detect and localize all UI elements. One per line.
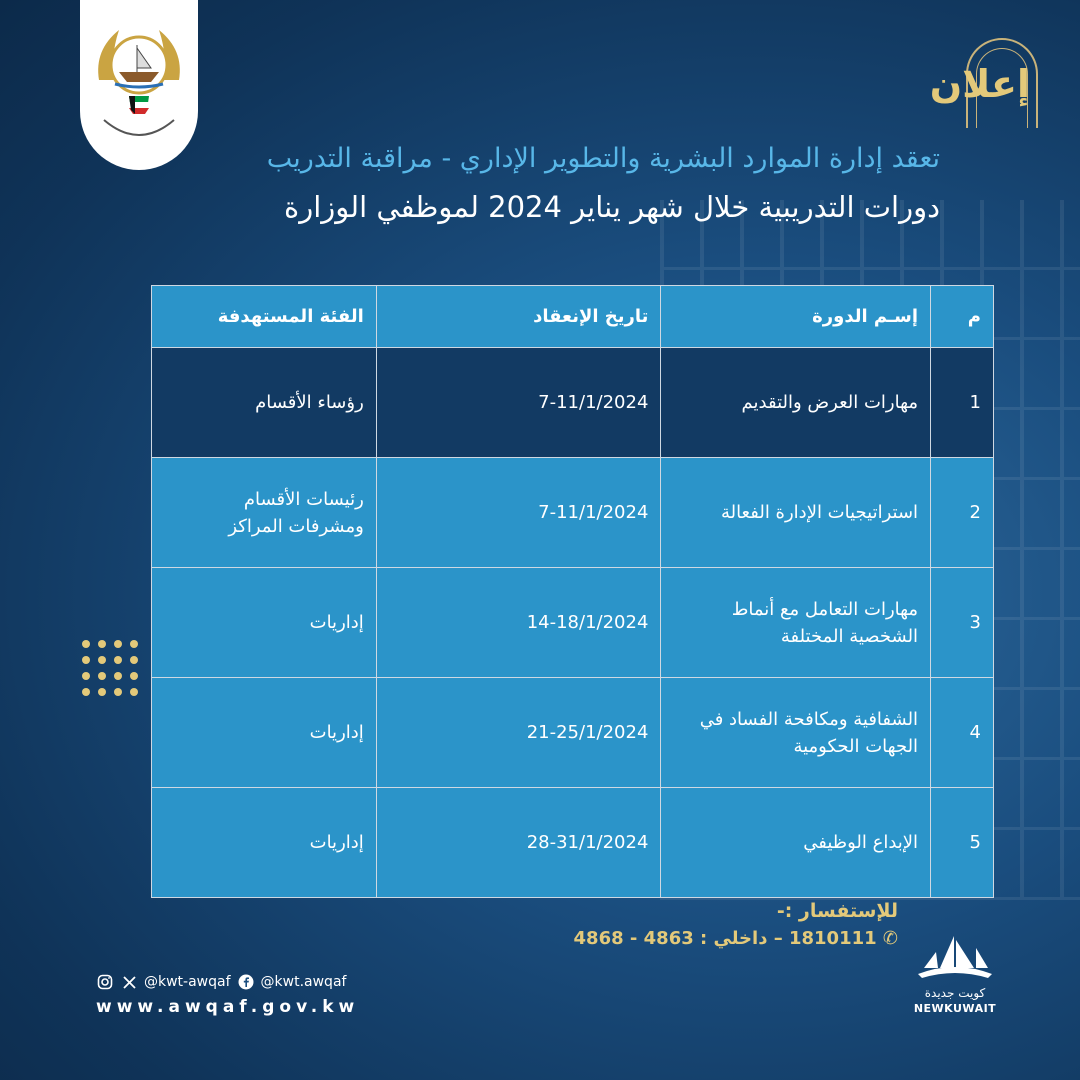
table-row (152, 788, 994, 898)
social-handles (96, 973, 346, 991)
row-course-name: استراتيجيات الإدارة الفعالة (661, 458, 931, 568)
row-target-group: رئيسات الأقسام ومشرفات المراكز (152, 458, 377, 568)
header-date: تاريخ الإنعقاد (376, 286, 661, 348)
row-course-name: مهارات التعامل مع أنماط الشخصية المختلفة (661, 568, 931, 678)
inquiry-label: للإستفسار :- (776, 900, 898, 922)
row-course-name: الإبداع الوظيفي (661, 788, 931, 898)
table-header-row (152, 286, 994, 348)
new-kuwait-arabic: كويت جديدة (924, 986, 986, 1000)
row-date: 7-11/1/2024 (376, 458, 661, 568)
courses-table (151, 285, 994, 898)
row-date: 28-31/1/2024 (376, 788, 661, 898)
header-num: م (931, 286, 994, 348)
row-target-group: إداريات (152, 568, 377, 678)
instagram-icon[interactable] (96, 973, 114, 991)
row-num: 5 (931, 788, 994, 898)
headline-organizer: تعقد إدارة الموارد البشرية والتطوير الإداري - مراقبة التدريب (266, 143, 940, 174)
header-course-name: إسـم الدورة (661, 286, 931, 348)
row-date: 7-11/1/2024 (376, 348, 661, 458)
row-target-group: إداريات (152, 678, 377, 788)
x-twitter-icon[interactable] (120, 973, 138, 991)
decorative-dot-grid (78, 636, 142, 700)
row-course-name: الشفافية ومكافحة الفساد في الجهات الحكومية (661, 678, 931, 788)
row-date: 14-18/1/2024 (376, 568, 661, 678)
facebook-icon[interactable] (237, 973, 255, 991)
table-row (152, 458, 994, 568)
new-kuwait-english: NEWKUWAIT (913, 1002, 997, 1015)
website-link[interactable]: www.awqaf.gov.kw (96, 997, 360, 1017)
row-num: 2 (931, 458, 994, 568)
new-kuwait-logo (905, 930, 1005, 1030)
row-target-group: رؤساء الأقسام (152, 348, 377, 458)
header-target-group: الفئة المستهدفة (152, 286, 377, 348)
row-target-group: إداريات (152, 788, 377, 898)
row-num: 3 (931, 568, 994, 678)
headline-subject: دورات التدريبية خلال شهر يناير 2024 لموظفي الوزارة (284, 190, 940, 224)
row-num: 1 (931, 348, 994, 458)
twitter-handle[interactable]: @kwt-awqaf (144, 974, 231, 990)
facebook-handle[interactable]: @kwt.awqaf (260, 974, 347, 990)
ministry-logo (80, 0, 198, 170)
row-course-name: مهارات العرض والتقديم (661, 348, 931, 458)
row-num: 4 (931, 678, 994, 788)
table-row (152, 678, 994, 788)
inquiry-phone: ✆ 1810111 – داخلي : 4863 - 4868 (573, 928, 898, 949)
announcement-title: إعلان (929, 62, 1030, 106)
row-date: 21-25/1/2024 (376, 678, 661, 788)
table-row (152, 568, 994, 678)
table-row (152, 348, 994, 458)
